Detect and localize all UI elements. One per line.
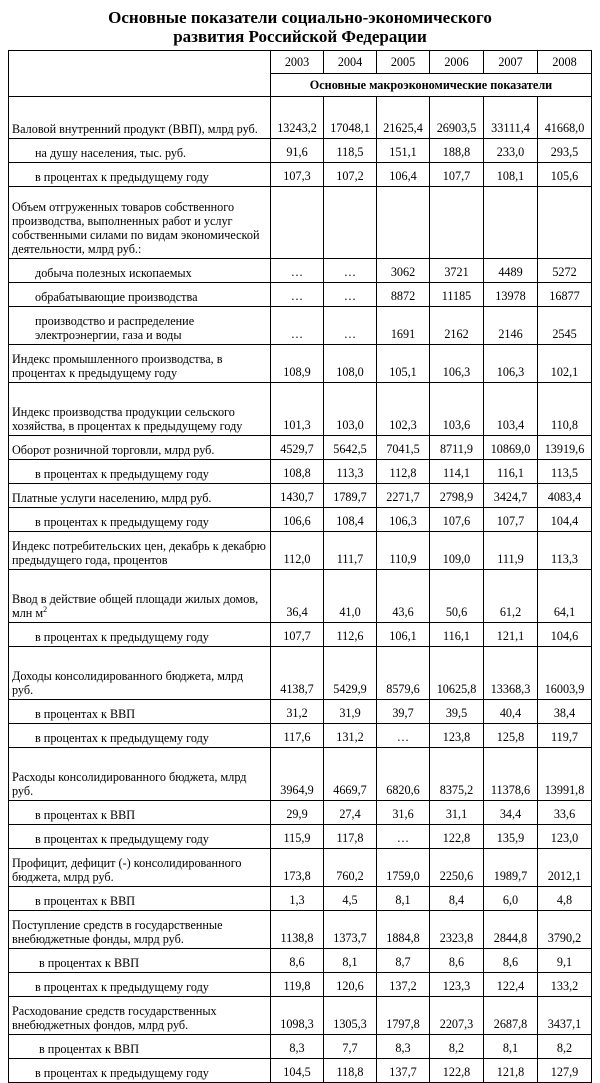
row-label: в процентах к предыдущему году: [9, 973, 271, 997]
value-cell: [271, 187, 324, 259]
value-cell: 3721: [430, 259, 484, 283]
row-label: в процентах к ВВП: [9, 887, 271, 911]
value-cell: 91,6: [271, 139, 324, 163]
table-row: [9, 307, 592, 345]
value-cell: 1797,8: [377, 997, 430, 1035]
value-cell: 103,0: [324, 383, 377, 436]
value-cell: 122,8: [430, 825, 484, 849]
value-cell: 108,9: [271, 345, 324, 383]
value-cell: 120,6: [324, 973, 377, 997]
row-label: Профицит, дефицит (-) консолидированного бюджета, млрд руб.: [9, 849, 271, 887]
value-cell: 137,2: [377, 973, 430, 997]
value-cell: 4138,7: [271, 647, 324, 700]
value-cell: 101,3: [271, 383, 324, 436]
table-row: [9, 647, 592, 700]
value-cell: 8,7: [377, 949, 430, 973]
value-cell: 107,6: [430, 508, 484, 532]
table-row: [9, 825, 592, 849]
row-label: Оборот розничной торговли, млрд руб.: [9, 436, 271, 460]
value-cell: [484, 187, 538, 259]
value-cell: 119,8: [271, 973, 324, 997]
value-cell: 2250,6: [430, 849, 484, 887]
value-cell: 8,4: [430, 887, 484, 911]
row-label: Объем отгруженных товаров собственного производства, выполненных работ и услуг собственными силами по видам экономической деятельности, млрд руб.:: [9, 187, 271, 259]
value-cell: 293,5: [538, 139, 592, 163]
row-label: в процентах к предыдущему году: [9, 1059, 271, 1083]
value-cell: 116,1: [484, 460, 538, 484]
value-cell: 64,1: [538, 570, 592, 623]
table-row: [9, 887, 592, 911]
value-cell: …: [377, 724, 430, 748]
value-cell: 118,8: [324, 1059, 377, 1083]
value-cell: 3437,1: [538, 997, 592, 1035]
value-cell: 43,6: [377, 570, 430, 623]
value-cell: 123,0: [538, 825, 592, 849]
value-cell: 1691: [377, 307, 430, 345]
value-cell: 1138,8: [271, 911, 324, 949]
value-cell: 6820,6: [377, 748, 430, 801]
value-cell: 151,1: [377, 139, 430, 163]
value-cell: 117,6: [271, 724, 324, 748]
table-row: [9, 259, 592, 283]
row-label: Валовой внутренний продукт (ВВП), млрд руб.: [9, 97, 271, 139]
value-cell: 4,5: [324, 887, 377, 911]
value-cell: 105,1: [377, 345, 430, 383]
value-cell: 2687,8: [484, 997, 538, 1035]
value-cell: …: [377, 825, 430, 849]
value-cell: 13978: [484, 283, 538, 307]
value-cell: 118,5: [324, 139, 377, 163]
value-cell: 40,4: [484, 700, 538, 724]
value-cell: 7,7: [324, 1035, 377, 1059]
value-cell: 41,0: [324, 570, 377, 623]
value-cell: …: [324, 283, 377, 307]
value-cell: 8,6: [484, 949, 538, 973]
value-cell: 8,3: [377, 1035, 430, 1059]
value-cell: 112,0: [271, 532, 324, 570]
value-cell: 4489: [484, 259, 538, 283]
value-cell: 2271,7: [377, 484, 430, 508]
year-header: 2005: [377, 51, 430, 74]
value-cell: 3790,2: [538, 911, 592, 949]
table-row: [9, 1035, 592, 1059]
table-row: [9, 283, 592, 307]
value-cell: 123,3: [430, 973, 484, 997]
table-row: [9, 849, 592, 887]
value-cell: 41668,0: [538, 97, 592, 139]
value-cell: 13243,2: [271, 97, 324, 139]
value-cell: 2323,8: [430, 911, 484, 949]
value-cell: 107,7: [484, 508, 538, 532]
page-title: [0, 0, 600, 48]
value-cell: [377, 187, 430, 259]
value-cell: 31,6: [377, 801, 430, 825]
value-cell: 107,7: [271, 623, 324, 647]
value-cell: 103,6: [430, 383, 484, 436]
value-cell: 5429,9: [324, 647, 377, 700]
value-cell: 13991,8: [538, 748, 592, 801]
value-cell: 11185: [430, 283, 484, 307]
value-cell: 1789,7: [324, 484, 377, 508]
value-cell: 233,0: [484, 139, 538, 163]
value-cell: 1305,3: [324, 997, 377, 1035]
table-row: [9, 1059, 592, 1083]
value-cell: 36,4: [271, 570, 324, 623]
table-row: [9, 532, 592, 570]
value-cell: 61,2: [484, 570, 538, 623]
table-row: [9, 139, 592, 163]
value-cell: 8,1: [377, 887, 430, 911]
row-label: Расходы консолидированного бюджета, млрд руб.: [9, 748, 271, 801]
value-cell: 8,6: [271, 949, 324, 973]
value-cell: 137,7: [377, 1059, 430, 1083]
value-cell: 102,3: [377, 383, 430, 436]
value-cell: 2012,1: [538, 849, 592, 887]
table-row: [9, 748, 592, 801]
table-row: [9, 163, 592, 187]
row-label: Индекс производства продукции сельского хозяйства, в процентах к предыдущему году: [9, 383, 271, 436]
value-cell: 8,2: [430, 1035, 484, 1059]
table-row: [9, 345, 592, 383]
value-cell: 127,9: [538, 1059, 592, 1083]
row-label: в процентах к предыдущему году: [9, 460, 271, 484]
row-label: Расходование средств государственных внебюджетных фондов, млрд руб.: [9, 997, 271, 1035]
table-row: [9, 973, 592, 997]
row-label: производство и распределение электроэнергии, газа и воды: [9, 307, 271, 345]
value-cell: 188,8: [430, 139, 484, 163]
value-cell: 108,4: [324, 508, 377, 532]
value-cell: 135,9: [484, 825, 538, 849]
value-cell: 11378,6: [484, 748, 538, 801]
value-cell: 2162: [430, 307, 484, 345]
value-cell: 2146: [484, 307, 538, 345]
value-cell: 2207,3: [430, 997, 484, 1035]
value-cell: 121,8: [484, 1059, 538, 1083]
value-cell: 17048,1: [324, 97, 377, 139]
value-cell: 5642,5: [324, 436, 377, 460]
value-cell: 104,4: [538, 508, 592, 532]
value-cell: 106,3: [430, 345, 484, 383]
value-cell: 106,3: [377, 508, 430, 532]
value-cell: 2545: [538, 307, 592, 345]
value-cell: 115,9: [271, 825, 324, 849]
value-cell: 119,7: [538, 724, 592, 748]
value-cell: 6,0: [484, 887, 538, 911]
year-header: 2007: [484, 51, 538, 74]
value-cell: 8872: [377, 283, 430, 307]
value-cell: 8,2: [538, 1035, 592, 1059]
value-cell: 116,1: [430, 623, 484, 647]
value-cell: 13368,3: [484, 647, 538, 700]
value-cell: 5272: [538, 259, 592, 283]
value-cell: 29,9: [271, 801, 324, 825]
value-cell: 8,1: [484, 1035, 538, 1059]
value-cell: …: [271, 259, 324, 283]
value-cell: 21625,4: [377, 97, 430, 139]
value-cell: 113,3: [538, 532, 592, 570]
value-cell: 34,4: [484, 801, 538, 825]
value-cell: 31,2: [271, 700, 324, 724]
table-row: [9, 949, 592, 973]
value-cell: …: [271, 283, 324, 307]
value-cell: 31,1: [430, 801, 484, 825]
year-header: 2004: [324, 51, 377, 74]
value-cell: 108,0: [324, 345, 377, 383]
value-cell: 8,1: [324, 949, 377, 973]
title-line-1: Основные показатели социально-экономического: [108, 8, 492, 27]
section-title: Основные макроэкономические показатели: [271, 74, 592, 97]
value-cell: 39,7: [377, 700, 430, 724]
title-line-2: развития Российской Федерации: [173, 27, 427, 46]
value-cell: 1989,7: [484, 849, 538, 887]
value-cell: …: [324, 259, 377, 283]
value-cell: 113,3: [324, 460, 377, 484]
value-cell: 39,5: [430, 700, 484, 724]
value-cell: 4529,7: [271, 436, 324, 460]
value-cell: 4,8: [538, 887, 592, 911]
row-label: Ввод в действие общей площади жилых домов, млн $м^2$: [9, 570, 271, 623]
table-row: [9, 570, 592, 623]
table-row: [9, 383, 592, 436]
value-cell: 111,7: [324, 532, 377, 570]
year-header: 2003: [271, 51, 324, 74]
value-cell: 4669,7: [324, 748, 377, 801]
value-cell: 2798,9: [430, 484, 484, 508]
value-cell: 760,2: [324, 849, 377, 887]
value-cell: 1,3: [271, 887, 324, 911]
row-label: Доходы консолидированного бюджета, млрд руб.: [9, 647, 271, 700]
value-cell: 8375,2: [430, 748, 484, 801]
value-cell: 16003,9: [538, 647, 592, 700]
table-row: [9, 911, 592, 949]
value-cell: 122,4: [484, 973, 538, 997]
indicators-table: [8, 50, 592, 1083]
value-cell: 109,0: [430, 532, 484, 570]
row-label: в процентах к предыдущему году: [9, 623, 271, 647]
row-label: в процентах к предыдущему году: [9, 724, 271, 748]
value-cell: 108,8: [271, 460, 324, 484]
value-cell: 107,2: [324, 163, 377, 187]
value-cell: 33111,4: [484, 97, 538, 139]
value-cell: 105,6: [538, 163, 592, 187]
value-cell: 133,2: [538, 973, 592, 997]
value-cell: 8,6: [430, 949, 484, 973]
value-cell: 4083,4: [538, 484, 592, 508]
value-cell: 106,4: [377, 163, 430, 187]
year-header: 2006: [430, 51, 484, 74]
value-cell: 1759,0: [377, 849, 430, 887]
row-label: Платные услуги населению, млрд руб.: [9, 484, 271, 508]
table-row: [9, 436, 592, 460]
table-row: [9, 484, 592, 508]
value-cell: 131,2: [324, 724, 377, 748]
value-cell: 103,4: [484, 383, 538, 436]
value-cell: [538, 187, 592, 259]
value-cell: 13919,6: [538, 436, 592, 460]
value-cell: 26903,5: [430, 97, 484, 139]
value-cell: 125,8: [484, 724, 538, 748]
row-label: в процентах к предыдущему году: [9, 163, 271, 187]
table-row: [9, 997, 592, 1035]
value-cell: 8579,6: [377, 647, 430, 700]
row-label: Поступление средств в государственные внебюджетные фонды, млрд руб.: [9, 911, 271, 949]
year-header: 2008: [538, 51, 592, 74]
row-label: в процентах к ВВП: [9, 949, 271, 973]
value-cell: 108,1: [484, 163, 538, 187]
table-row: [9, 187, 592, 259]
table-row: [9, 801, 592, 825]
value-cell: 3964,9: [271, 748, 324, 801]
value-cell: 106,3: [484, 345, 538, 383]
value-cell: 106,6: [271, 508, 324, 532]
value-cell: 117,8: [324, 825, 377, 849]
value-cell: 122,8: [430, 1059, 484, 1083]
value-cell: 173,8: [271, 849, 324, 887]
table-row: [9, 460, 592, 484]
value-cell: 8,3: [271, 1035, 324, 1059]
row-label: Индекс промышленного производства, в процентах к предыдущему году: [9, 345, 271, 383]
table-row: [9, 700, 592, 724]
value-cell: 3062: [377, 259, 430, 283]
value-cell: 50,6: [430, 570, 484, 623]
value-cell: …: [271, 307, 324, 345]
value-cell: 112,6: [324, 623, 377, 647]
value-cell: 2844,8: [484, 911, 538, 949]
value-cell: 8711,9: [430, 436, 484, 460]
row-label: Индекс потребительских цен, декабрь к декабрю предыдущего года, процентов: [9, 532, 271, 570]
row-label: обрабатывающие производства: [9, 283, 271, 307]
value-cell: 1373,7: [324, 911, 377, 949]
year-header-row: [9, 51, 592, 74]
value-cell: 102,1: [538, 345, 592, 383]
value-cell: 10869,0: [484, 436, 538, 460]
value-cell: 16877: [538, 283, 592, 307]
value-cell: 121,1: [484, 623, 538, 647]
value-cell: 112,8: [377, 460, 430, 484]
value-cell: 1098,3: [271, 997, 324, 1035]
value-cell: 104,5: [271, 1059, 324, 1083]
value-cell: 33,6: [538, 801, 592, 825]
row-label: в процентах к ВВП: [9, 801, 271, 825]
table-row: [9, 97, 592, 139]
row-label: в процентах к предыдущему году: [9, 508, 271, 532]
value-cell: 9,1: [538, 949, 592, 973]
value-cell: 31,9: [324, 700, 377, 724]
value-cell: 27,4: [324, 801, 377, 825]
row-label: в процентах к ВВП: [9, 700, 271, 724]
value-cell: 113,5: [538, 460, 592, 484]
row-label: на душу населения, тыс. руб.: [9, 139, 271, 163]
value-cell: 110,8: [538, 383, 592, 436]
value-cell: 10625,8: [430, 647, 484, 700]
value-cell: [324, 187, 377, 259]
row-label: в процентах к предыдущему году: [9, 825, 271, 849]
value-cell: 104,6: [538, 623, 592, 647]
value-cell: 7041,5: [377, 436, 430, 460]
row-label: добыча полезных ископаемых: [9, 259, 271, 283]
value-cell: 107,7: [430, 163, 484, 187]
value-cell: 111,9: [484, 532, 538, 570]
header-blank-cell: [9, 51, 271, 97]
value-cell: 106,1: [377, 623, 430, 647]
value-cell: 1884,8: [377, 911, 430, 949]
table-row: [9, 508, 592, 532]
row-label: в процентах к ВВП: [9, 1035, 271, 1059]
value-cell: 123,8: [430, 724, 484, 748]
table-row: [9, 724, 592, 748]
value-cell: …: [324, 307, 377, 345]
value-cell: 107,3: [271, 163, 324, 187]
value-cell: 3424,7: [484, 484, 538, 508]
value-cell: 1430,7: [271, 484, 324, 508]
table-row: [9, 623, 592, 647]
value-cell: 110,9: [377, 532, 430, 570]
value-cell: 114,1: [430, 460, 484, 484]
value-cell: 38,4: [538, 700, 592, 724]
value-cell: [430, 187, 484, 259]
